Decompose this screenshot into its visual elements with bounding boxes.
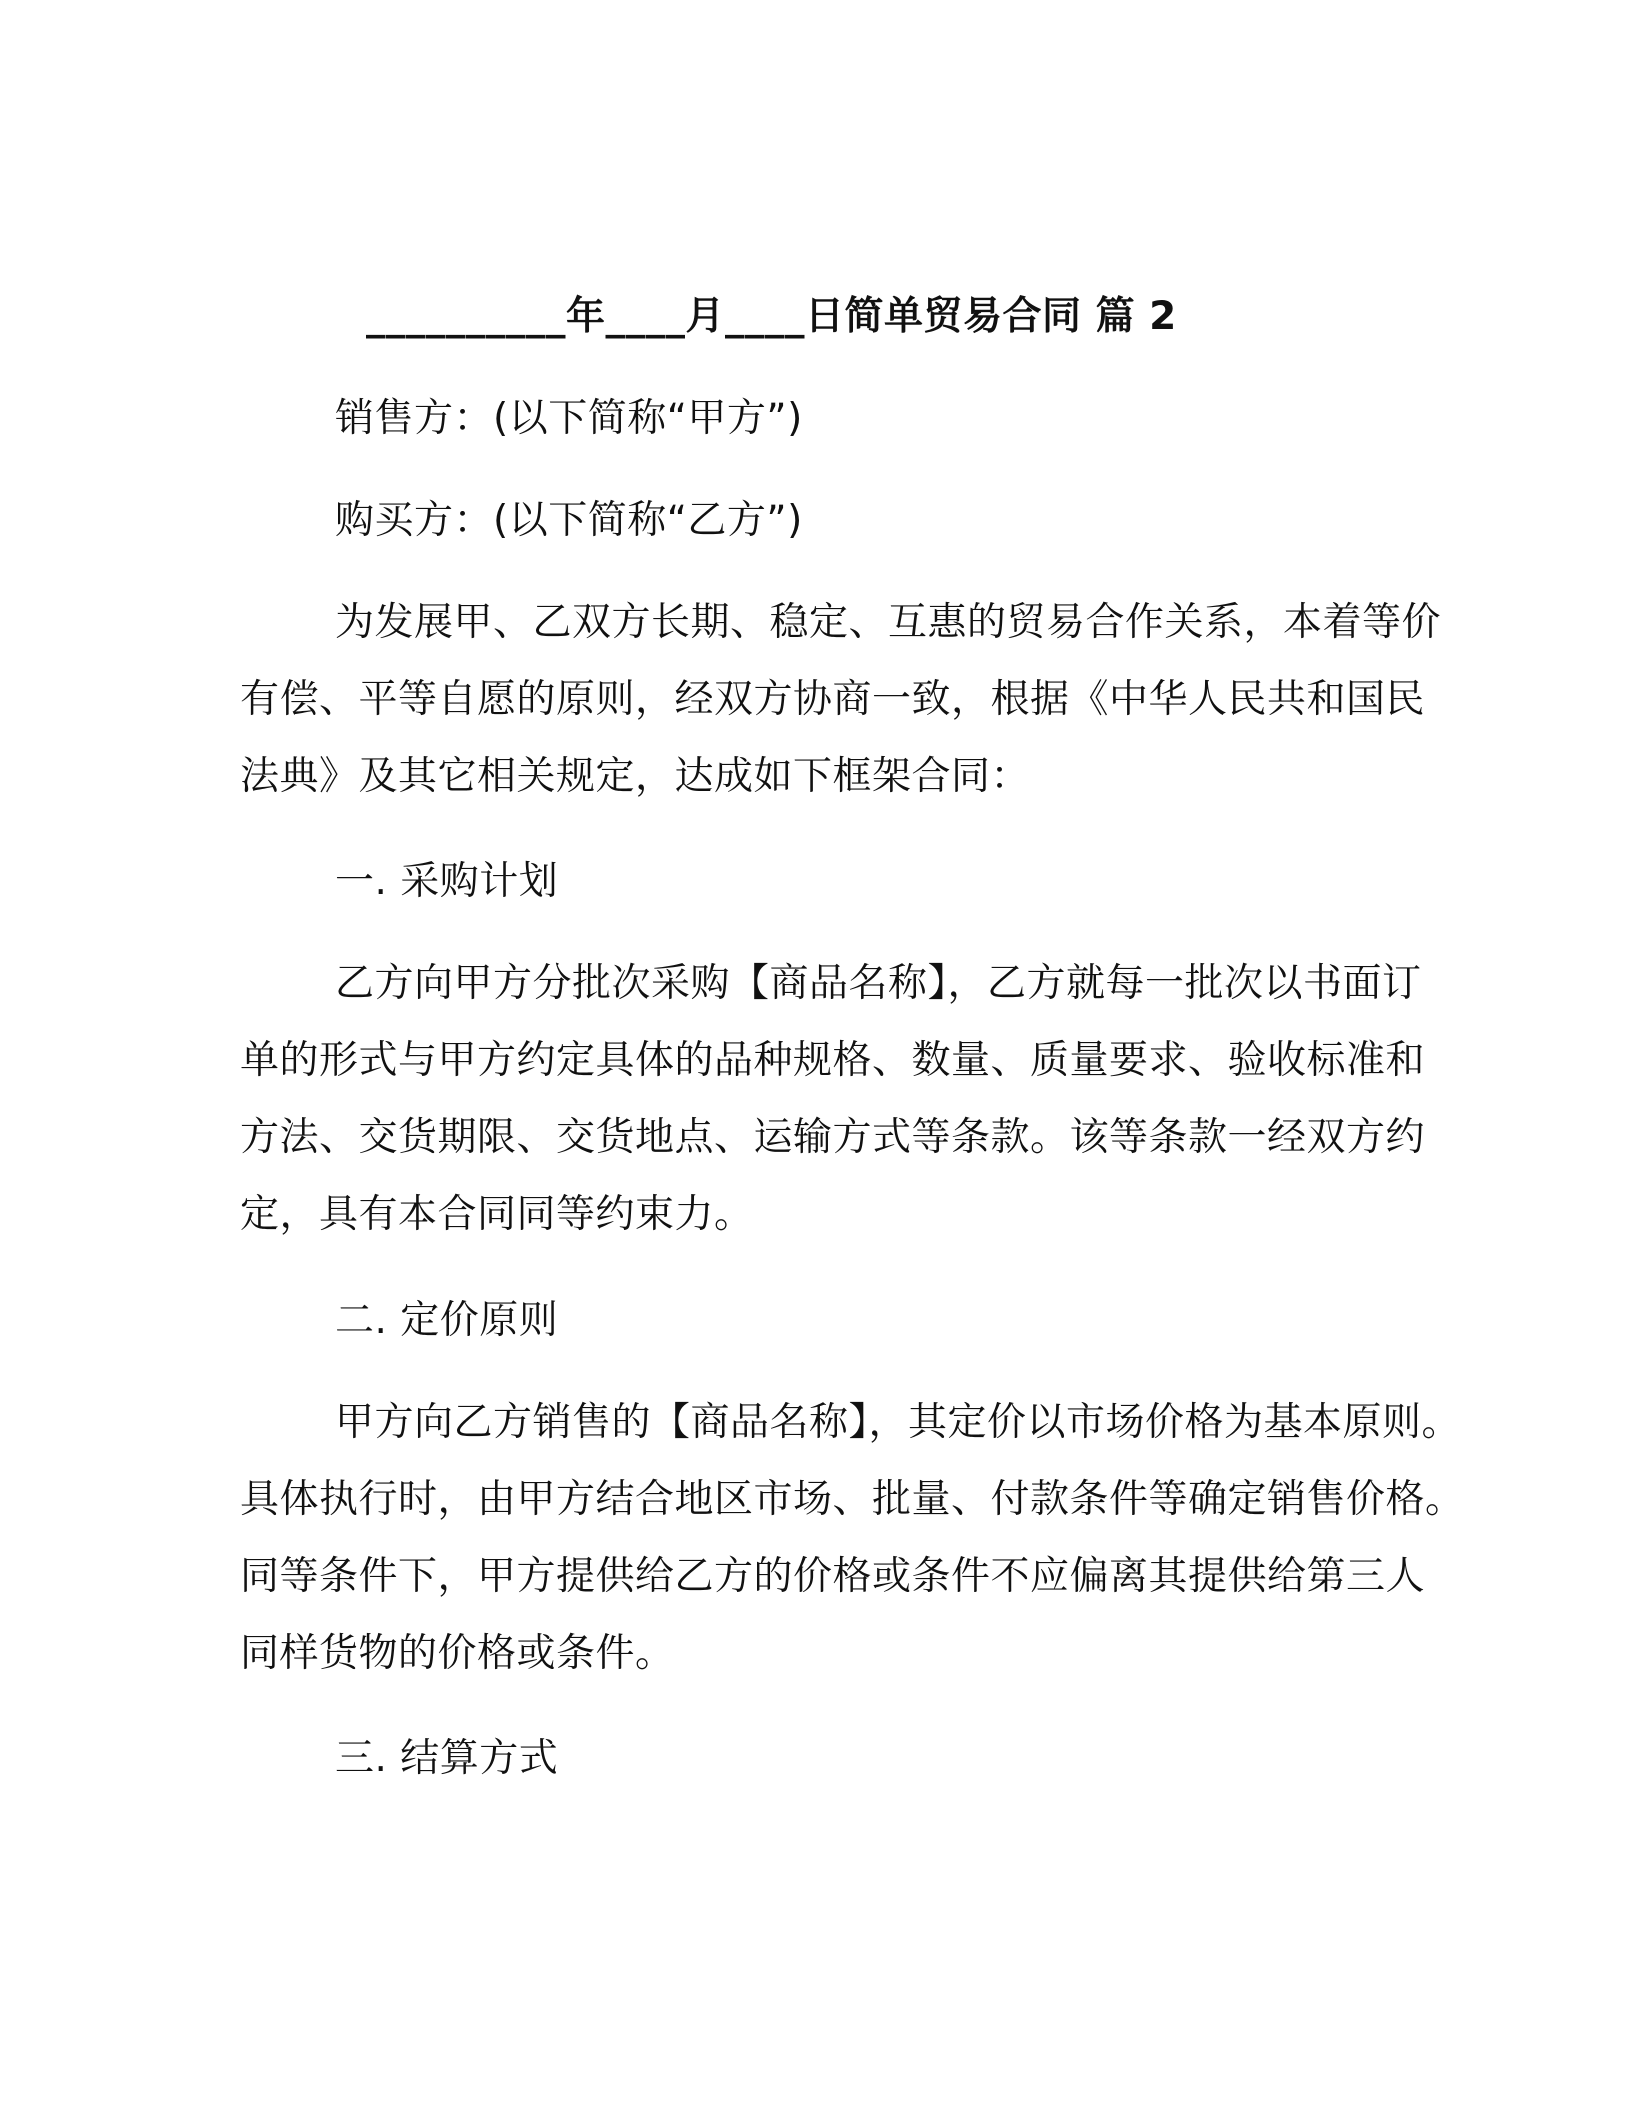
intro-line: 法典》及其它相关规定，达成如下框架合同： (240, 754, 1031, 799)
body-line: 同等条件下，甲方提供给乙方的价格或条件不应偏离其提供给第三人 (240, 1554, 1426, 1599)
body-line: 乙方向甲方分批次采购【商品名称】，乙方就每一批次以书面订 (335, 961, 1422, 1006)
section-heading-procurement: 一. 采购计划 (335, 859, 559, 904)
body-line: 具体执行时，由甲方结合地区市场、批量、付款条件等确定销售价格。 (240, 1477, 1465, 1522)
intro-paragraph (240, 584, 1442, 815)
intro-line: 有偿、平等自愿的原则，经双方协商一致，根据《中华人民共和国民 (240, 677, 1426, 722)
section-body-pricing (240, 1384, 1465, 1692)
seller-line: 销售方：(以下简称“甲方”) (335, 396, 803, 441)
body-line: 定，具有本合同同等约束力。 (240, 1192, 754, 1237)
body-line: 甲方向乙方销售的【商品名称】，其定价以市场价格为基本原则。 (335, 1400, 1462, 1445)
intro-line: 为发展甲、乙双方长期、稳定、互惠的贸易合作关系，本着等价 (335, 600, 1442, 645)
section-heading-settlement: 三. 结算方式 (335, 1736, 559, 1781)
body-line: 同样货物的价格或条件。 (240, 1631, 675, 1676)
section-heading-pricing: 二. 定价原则 (335, 1298, 559, 1343)
section-body-procurement (240, 945, 1426, 1253)
document-title: __________年____月____日简单贸易合同 篇 2 (366, 294, 1177, 339)
buyer-line: 购买方：(以下简称“乙方”) (335, 498, 803, 543)
body-line: 方法、交货期限、交货地点、运输方式等条款。该等条款一经双方约 (240, 1115, 1426, 1160)
body-line: 单的形式与甲方约定具体的品种规格、数量、质量要求、验收标准和 (240, 1038, 1426, 1083)
